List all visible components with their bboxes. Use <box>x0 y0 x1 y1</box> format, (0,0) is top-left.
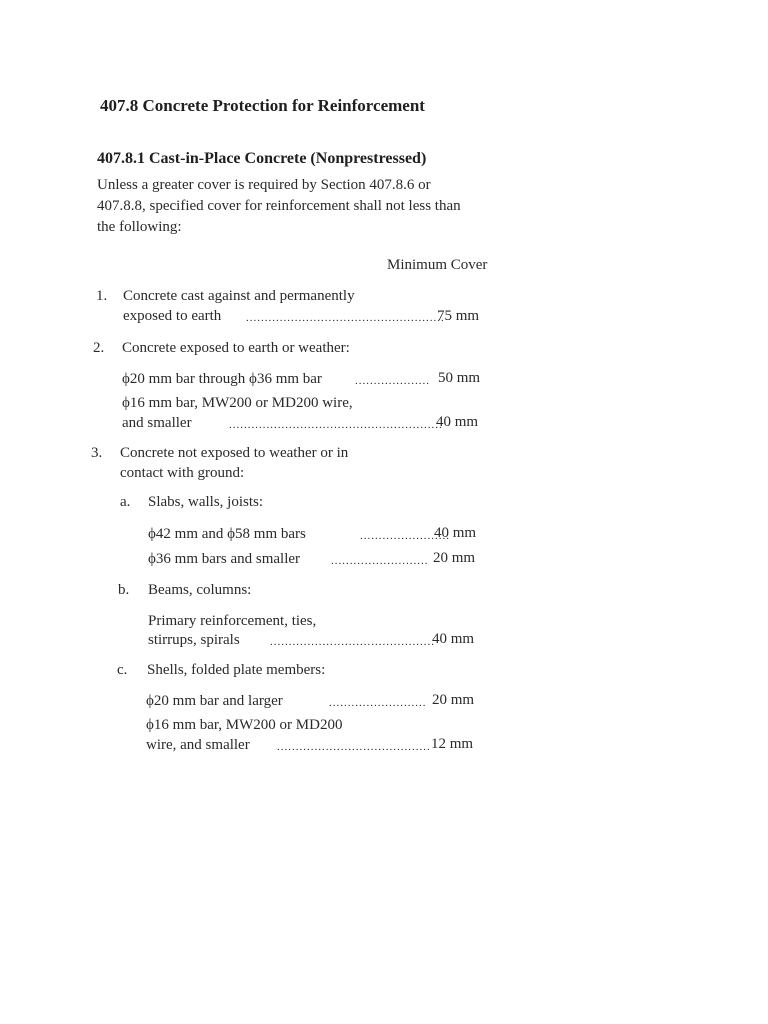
dot-leader: ......................................... <box>277 741 431 753</box>
item-text: Concrete exposed to earth or weather: <box>122 340 350 356</box>
cover-value: 12 mm <box>431 736 474 752</box>
dot-leader: ........................ <box>360 530 450 542</box>
bar-description: ϕ36 mm bars and smaller <box>148 551 301 567</box>
bar-description: ϕ20 mm bar through ϕ36 mm bar <box>122 371 322 387</box>
sub-item-letter: a. <box>120 494 131 510</box>
intro-line: Unless a greater cover is required by Section 407.8.6 or <box>97 177 431 193</box>
dot-leader: ......................................................... <box>229 419 443 431</box>
cover-value: 75 mm <box>437 308 480 324</box>
sub-item-letter: b. <box>118 582 130 598</box>
cover-value: 40 mm <box>432 631 475 647</box>
dot-leader: .......................... <box>329 697 427 709</box>
cover-value: 50 mm <box>438 370 481 386</box>
bar-description: ϕ20 mm bar and larger <box>146 693 283 709</box>
item-text: contact with ground: <box>120 465 245 481</box>
sub-item-text: Shells, folded plate members: <box>147 662 326 678</box>
sub-item-letter: c. <box>117 662 128 678</box>
intro-line: 407.8.8, specified cover for reinforcement shall not less than <box>97 198 461 214</box>
bar-description: ϕ42 mm and ϕ58 mm bars <box>148 526 306 542</box>
bar-description: ϕ16 mm bar, MW200 or MD200 wire, <box>122 395 353 411</box>
bar-description: wire, and smaller <box>146 737 250 753</box>
sub-item-text: Slabs, walls, joists: <box>148 494 264 510</box>
dot-leader: .................... <box>355 375 430 387</box>
sub-item-text: Beams, columns: <box>148 582 252 598</box>
item-number: 1. <box>96 288 108 304</box>
column-header: Minimum Cover <box>387 257 488 273</box>
cover-value: 20 mm <box>433 550 476 566</box>
item-number: 3. <box>91 445 103 461</box>
bar-description: Primary reinforcement, ties, <box>148 613 317 629</box>
cover-value: 40 mm <box>436 414 479 430</box>
subsection-heading: 407.8.1 Cast-in-Place Concrete (Nonprestressed) <box>97 150 427 167</box>
item-text: Concrete not exposed to weather or in <box>120 445 349 461</box>
section-heading: 407.8 Concrete Protection for Reinforcement <box>100 96 425 115</box>
bar-description: stirrups, spirals <box>148 632 240 648</box>
item-text: Concrete cast against and permanently <box>123 288 355 304</box>
dot-leader: ..................................................... <box>246 312 445 324</box>
item-text: exposed to earth <box>123 308 222 324</box>
bar-description: and smaller <box>122 415 192 431</box>
intro-line: the following: <box>97 219 182 235</box>
dot-leader: .......................... <box>331 555 429 567</box>
item-number: 2. <box>93 340 105 356</box>
intro-paragraph <box>97 175 507 238</box>
dot-leader: ............................................ <box>270 636 435 648</box>
cover-value: 20 mm <box>432 692 475 708</box>
bar-description: ϕ16 mm bar, MW200 or MD200 <box>146 717 343 733</box>
cover-value: 40 mm <box>434 525 477 541</box>
